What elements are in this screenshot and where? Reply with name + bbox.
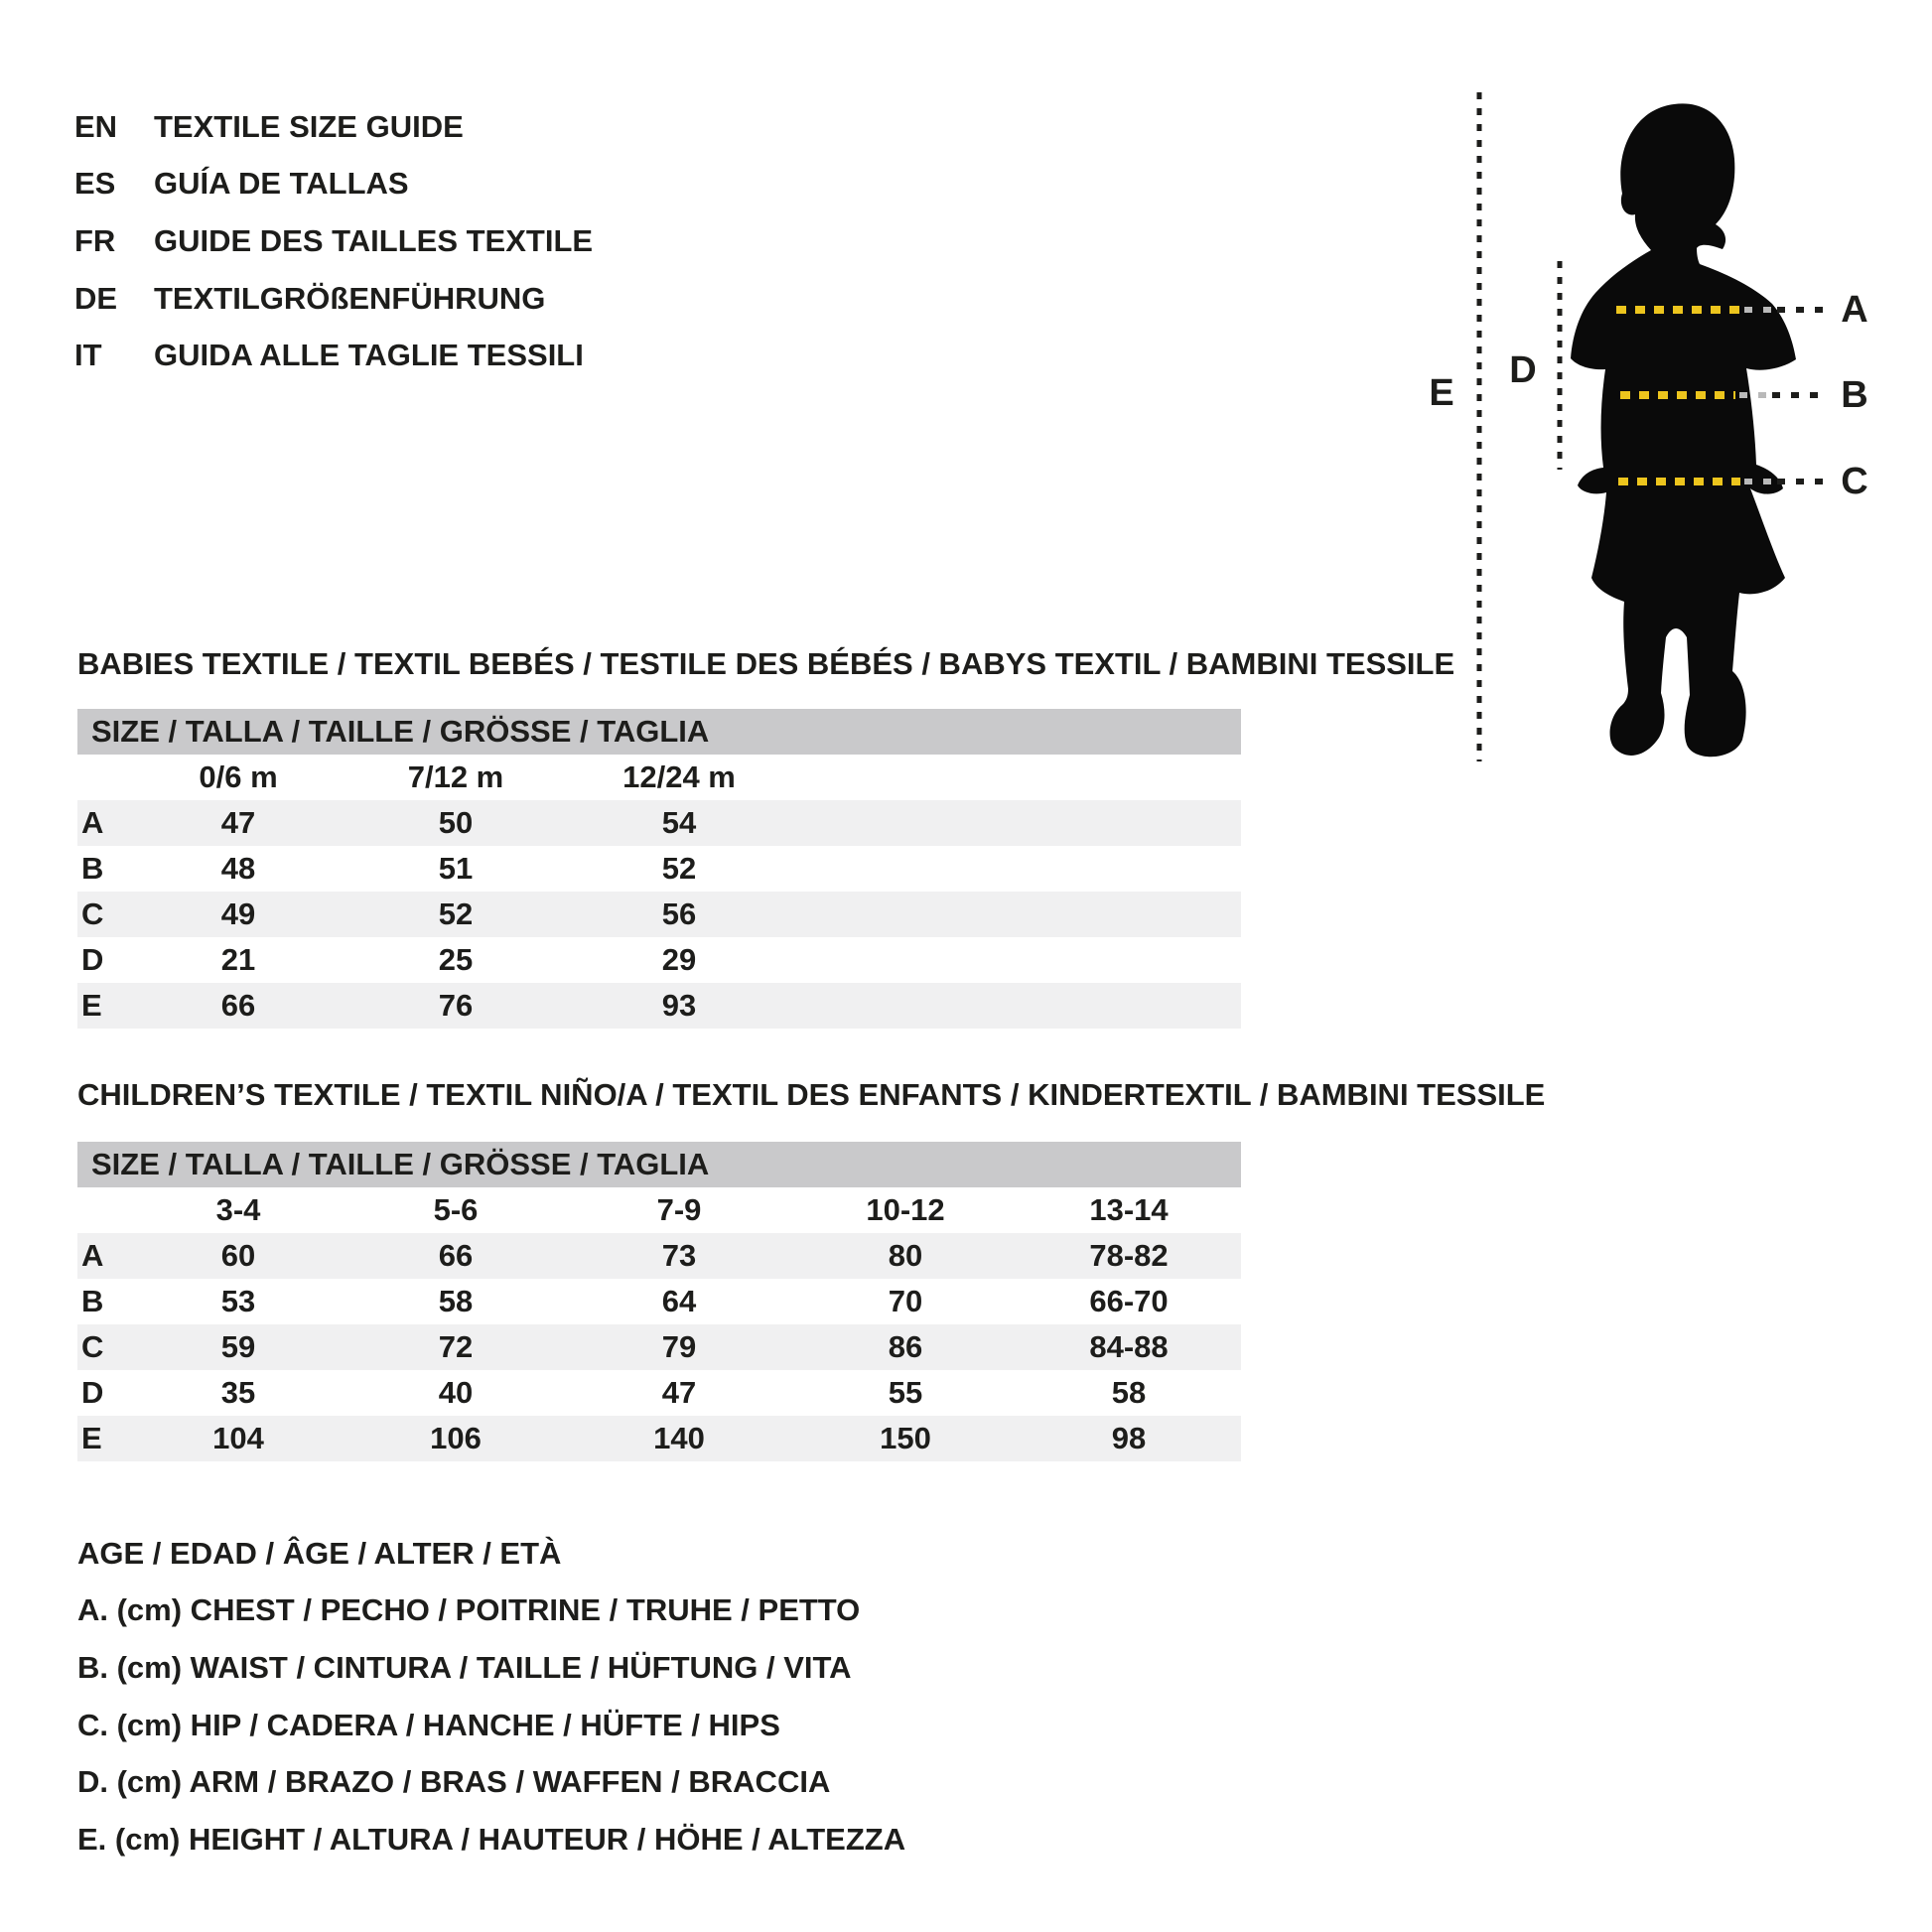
column-header: 10-12 (866, 1192, 945, 1227)
size-value-cell: 72 (438, 1329, 474, 1364)
column-header: 13-14 (1089, 1192, 1169, 1227)
language-row-es (74, 156, 593, 213)
row-label: A (81, 805, 104, 840)
size-value-cell: 55 (888, 1375, 923, 1410)
size-value-cell: 40 (438, 1375, 474, 1410)
size-header-text: SIZE / TALLA / TAILLE / GRÖSSE / TAGLIA (91, 714, 710, 749)
language-code: IT (74, 338, 102, 373)
size-value-cell: 66 (220, 988, 256, 1023)
size-value-cell: 80 (888, 1238, 923, 1273)
legend-item-height: E. (cm) HEIGHT / ALTURA / HAUTEUR / HÖHE / ALTEZZA (77, 1821, 906, 1857)
row-label: D (81, 1375, 104, 1410)
size-value-cell: 52 (661, 851, 697, 886)
size-value-cell: 50 (438, 805, 474, 840)
legend-item-chest: A. (cm) CHEST / PECHO / POITRINE / TRUHE / PETTO (77, 1592, 861, 1628)
size-value-cell: 73 (661, 1238, 697, 1273)
column-header: 12/24 m (622, 759, 736, 794)
table-header-row (77, 1187, 1241, 1233)
language-row-en (74, 98, 593, 156)
table-row-c (77, 892, 1241, 937)
table-row-d (77, 1370, 1241, 1416)
legend-item-hip: C. (cm) HIP / CADERA / HANCHE / HÜFTE / HIPS (77, 1707, 780, 1742)
size-value-cell: 52 (438, 897, 474, 931)
table-row-b (77, 846, 1241, 892)
language-code: ES (74, 166, 116, 202)
size-value-cell: 53 (220, 1284, 256, 1318)
size-value-cell: 78-82 (1089, 1238, 1169, 1273)
size-value-cell: 58 (438, 1284, 474, 1318)
row-label: B (81, 1284, 104, 1318)
size-value-cell: 48 (220, 851, 256, 886)
child-silhouette (1571, 103, 1796, 757)
children-size-table (77, 1187, 1241, 1461)
size-value-cell: 64 (661, 1284, 697, 1318)
column-header: 3-4 (215, 1192, 261, 1227)
size-value-cell: 84-88 (1089, 1329, 1169, 1364)
language-title: GUÍA DE TALLAS (154, 166, 409, 202)
size-value-cell: 47 (220, 805, 256, 840)
legend-item-waist: B. (cm) WAIST / CINTURA / TAILLE / HÜFTUNG / VITA (77, 1649, 852, 1685)
size-value-cell: 66-70 (1089, 1284, 1169, 1318)
size-value-cell: 98 (1111, 1421, 1147, 1455)
legend-age-line: AGE / EDAD / ÂGE / ALTER / ETÀ (77, 1535, 562, 1571)
size-value-cell: 54 (661, 805, 697, 840)
size-value-cell: 25 (438, 942, 474, 977)
table-row-a (77, 800, 1241, 846)
language-title-list (74, 98, 593, 384)
table-row-e (77, 983, 1241, 1029)
size-value-cell: 140 (653, 1421, 705, 1455)
size-value-cell: 70 (888, 1284, 923, 1318)
figure-label-hip-c: C (1841, 461, 1868, 502)
column-header: 5-6 (433, 1192, 479, 1227)
figure-label-waist-b: B (1841, 374, 1868, 416)
row-label: C (81, 1329, 104, 1364)
column-header: 7-9 (656, 1192, 702, 1227)
babies-size-header-bar (77, 709, 1241, 755)
figure-label-chest-a: A (1841, 289, 1868, 331)
row-label: E (81, 988, 102, 1023)
size-value-cell: 66 (438, 1238, 474, 1273)
row-label: D (81, 942, 104, 977)
size-value-cell: 21 (220, 942, 256, 977)
size-value-cell: 58 (1111, 1375, 1147, 1410)
size-value-cell: 49 (220, 897, 256, 931)
size-value-cell: 47 (661, 1375, 697, 1410)
size-value-cell: 56 (661, 897, 697, 931)
size-value-cell: 150 (880, 1421, 931, 1455)
size-value-cell: 29 (661, 942, 697, 977)
figure-label-height-e: E (1429, 372, 1454, 414)
row-label: A (81, 1238, 104, 1273)
table-row-b (77, 1279, 1241, 1324)
child-figure-diagram (1410, 55, 1932, 794)
size-header-text: SIZE / TALLA / TAILLE / GRÖSSE / TAGLIA (91, 1147, 710, 1181)
measurement-legend (77, 1525, 905, 1868)
row-label: E (81, 1421, 102, 1455)
language-code: DE (74, 280, 118, 316)
language-title: TEXTILGRÖßENFÜHRUNG (154, 280, 546, 316)
table-header-row (77, 755, 1241, 800)
table-row-e (77, 1416, 1241, 1461)
size-value-cell: 59 (220, 1329, 256, 1364)
size-value-cell: 35 (220, 1375, 256, 1410)
size-value-cell: 51 (438, 851, 474, 886)
language-title: GUIDE DES TAILLES TEXTILE (154, 222, 594, 258)
figure-label-arm-d: D (1509, 349, 1537, 391)
table-row-d (77, 937, 1241, 983)
size-value-cell: 60 (220, 1238, 256, 1273)
language-row-de (74, 270, 593, 328)
size-value-cell: 79 (661, 1329, 697, 1364)
row-label: B (81, 851, 104, 886)
language-title: TEXTILE SIZE GUIDE (154, 108, 464, 144)
size-value-cell: 86 (888, 1329, 923, 1364)
size-value-cell: 104 (212, 1421, 264, 1455)
size-value-cell: 106 (430, 1421, 482, 1455)
language-code: FR (74, 222, 116, 258)
language-title: GUIDA ALLE TAGLIE TESSILI (154, 338, 584, 373)
column-header: 7/12 m (407, 759, 504, 794)
children-size-header-bar (77, 1142, 1241, 1187)
babies-size-table (77, 755, 1241, 1029)
language-row-fr (74, 212, 593, 270)
children-section-title: CHILDREN’S TEXTILE / TEXTIL NIÑO/A / TEXTIL DES ENFANTS / KINDERTEXTIL / BAMBINI TESSILE (77, 1077, 1546, 1112)
column-header: 0/6 m (199, 759, 278, 794)
language-row-it (74, 327, 593, 384)
table-row-c (77, 1324, 1241, 1370)
language-code: EN (74, 108, 118, 144)
legend-item-arm: D. (cm) ARM / BRAZO / BRAS / WAFFEN / BRACCIA (77, 1764, 831, 1800)
size-value-cell: 76 (438, 988, 474, 1023)
row-label: C (81, 897, 104, 931)
table-row-a (77, 1233, 1241, 1279)
size-value-cell: 93 (661, 988, 697, 1023)
babies-section-title: BABIES TEXTILE / TEXTIL BEBÉS / TESTILE DES BÉBÉS / BABYS TEXTIL / BAMBINI TESSILE (77, 646, 1455, 681)
